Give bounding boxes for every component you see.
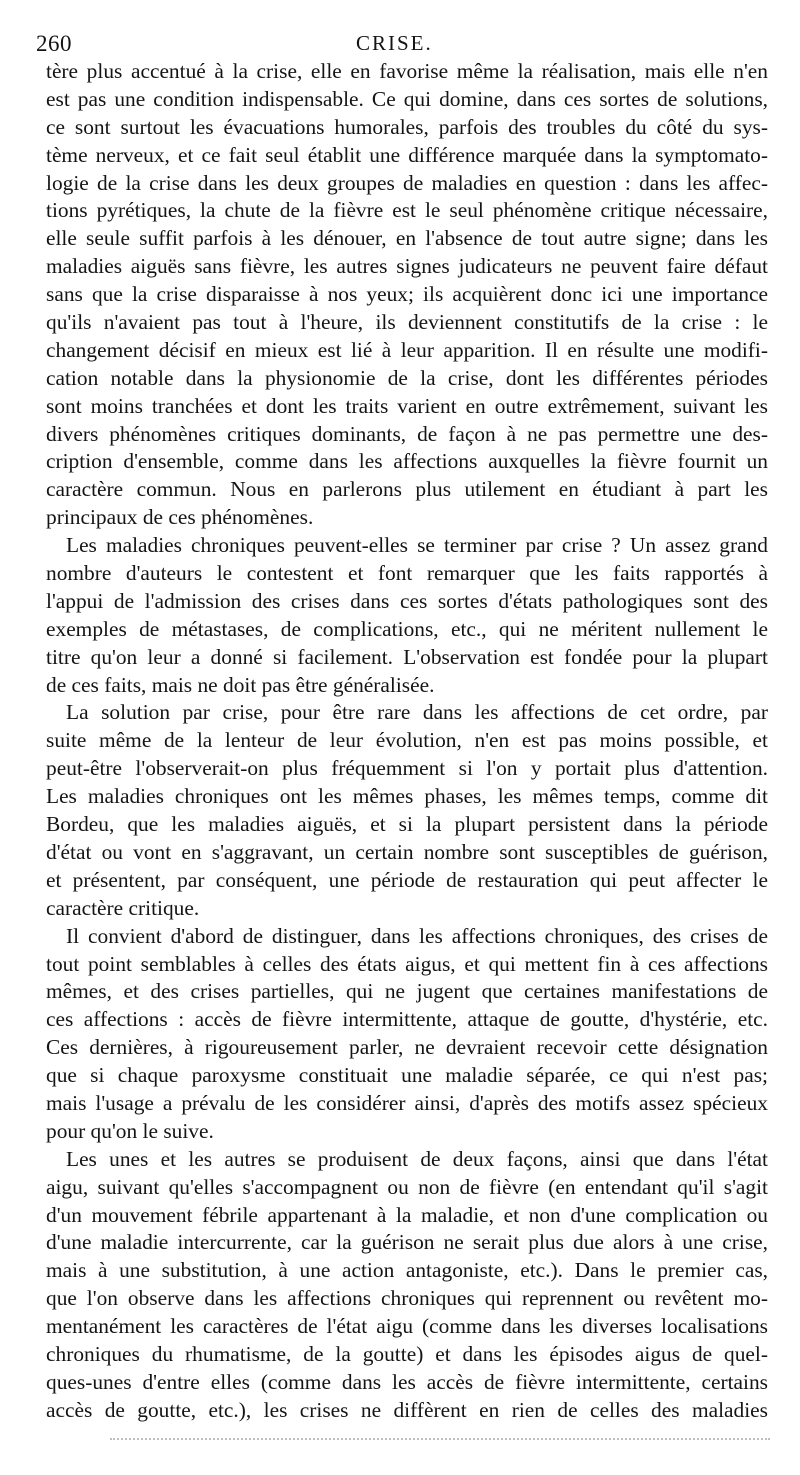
text-line: changement décisif en mieux est lié à leur apparition. Il en résulte une modifi- [46, 337, 768, 362]
text-line: Bordeu, que les maladies aiguës, et si la plupart persistent dans la période [46, 812, 768, 837]
text-line: d'un mouvement fébrile appartenant à la maladie, et non d'une complication ou [46, 1202, 768, 1227]
text-line: tout point semblables à celles des états aigus, et qui mettent fin à ces affections [46, 951, 768, 976]
page-number: 260 [36, 31, 72, 56]
text-line: est pas une condition indispensable. Ce qui domine, dans ces sortes de solutions, [46, 86, 768, 111]
text-line: exemples de métastases, de complications, etc., qui ne méritent nullement le [46, 616, 768, 641]
text-line: suite même de la lenteur de leur évolution, n'en est pas moins possible, et [46, 728, 768, 753]
text-line: d'état ou vont en s'aggravant, un certain nombre sont susceptibles de guérison, [46, 839, 768, 864]
text-line: l'appui de l'admission des crises dans ces sortes d'états pathologiques sont des [46, 588, 768, 613]
text-line: accès de goutte, etc.), les crises ne diffèrent en rien de celles des maladies [46, 1397, 768, 1422]
text-line: maladies aiguës sans fièvre, les autres signes judicateurs ne peuvent faire défaut [46, 254, 768, 279]
text-line: tions pyrétiques, la chute de la fièvre est le seul phénomène critique nécessaire, [46, 198, 768, 223]
text-line: mais à une substitution, à une action antagoniste, etc.). Dans le premier cas, [46, 1258, 768, 1283]
text-line: peut-être l'observerait-on plus fréquemment si l'on y portait plus d'attention. [46, 756, 768, 781]
text-line: ques-unes d'entre elles (comme dans les accès de fièvre intermittente, certains [46, 1369, 768, 1394]
text-line: qu'ils n'avaient pas tout à l'heure, ils deviennent constitutifs de la crise : le [46, 310, 768, 335]
text-line: ce sont surtout les évacuations humorales, parfois des troubles du côté du sys- [46, 114, 768, 139]
text-line: tère plus accentué à la crise, elle en favorise même la réalisation, mais elle n'en [46, 59, 768, 83]
text-line: cation notable dans la physionomie de la crise, dont les différentes périodes [46, 365, 768, 390]
text-line: caractère commun. Nous en parlerons plus utilement en étudiant à part les [46, 477, 768, 502]
text-line: principaux de ces phénomènes. [46, 505, 314, 530]
text-line: La solution par crise, pour être rare dans les affections de cet ordre, par [66, 700, 768, 725]
text-line: tème nerveux, et ce fait seul établit une différence marquée dans la symptomato- [46, 142, 768, 167]
text-line: mais l'usage a prévalu de les considérer ainsi, d'après des motifs assez spécieux [46, 1090, 768, 1115]
text-line: Il convient d'abord de distinguer, dans les affections chroniques, des crises de [66, 923, 768, 948]
running-title: CRISE. [356, 31, 433, 55]
text-line: pour qu'on le suive. [46, 1118, 214, 1143]
text-line: elle seule suffit parfois à les dénouer, en l'absence de tout autre signe; dans les [46, 226, 768, 251]
text-line: sans que la crise disparaisse à nos yeux; ils acquièrent donc ici une importance [46, 282, 768, 307]
text-line: logie de la crise dans les deux groupes de maladies en question : dans les affec- [46, 170, 768, 195]
text-line: que l'on observe dans les affections chroniques qui reprennent ou revêtent mo- [46, 1286, 768, 1311]
text-line: titre qu'on leur a donné si facilement. L'observation est fondée pour la plupart [46, 644, 768, 669]
text-line: d'une maladie intercurrente, car la guérison ne serait plus due alors à une crise, [46, 1230, 768, 1255]
text-line: nombre d'auteurs le contestent et font remarquer que les faits rapportés à [46, 561, 768, 586]
text-line: cription d'ensemble, comme dans les affections auxquelles la fièvre fournit un [46, 449, 768, 474]
text-line: que si chaque paroxysme constituait une maladie séparée, ce qui n'est pas; [46, 1063, 768, 1088]
text-line: caractère critique. [46, 895, 200, 920]
text-line: mentanément les caractères de l'état aigu (comme dans les diverses localisations [46, 1314, 768, 1339]
text-line: Les maladies chroniques peuvent-elles se terminer par crise ? Un assez grand [66, 533, 768, 558]
text-line: et présentent, par conséquent, une période de restauration qui peut affecter le [46, 867, 768, 892]
text-line: Les maladies chroniques ont les mêmes phases, les mêmes temps, comme dit [46, 784, 768, 809]
text-line: divers phénomènes critiques dominants, de façon à ne pas permettre une des- [46, 421, 768, 446]
text-line: sont moins tranchées et dont les traits varient en outre extrêmement, suivant les [46, 393, 768, 418]
text-line: aigu, suivant qu'elles s'accompagnent ou non de fièvre (en entendant qu'il s'agit [46, 1174, 768, 1199]
body-text [46, 58, 768, 1425]
running-head [36, 31, 766, 61]
text-line: chroniques du rhumatisme, de la goutte) et dans les épisodes aigus de quel- [46, 1341, 768, 1366]
text-line: ces affections : accès de fièvre intermittente, attaque de goutte, d'hystérie, etc. [46, 1007, 768, 1032]
text-line: Les unes et les autres se produisent de deux façons, ainsi que dans l'état [66, 1146, 768, 1171]
print-artifact-dots [110, 1438, 770, 1444]
text-line: de ces faits, mais ne doit pas être généralisée. [46, 672, 435, 697]
text-line: mêmes, et des crises partielles, qui ne jugent que certaines manifestations de [46, 979, 768, 1004]
text-line: Ces dernières, à rigoureusement parler, ne devraient recevoir cette désignation [46, 1035, 768, 1060]
